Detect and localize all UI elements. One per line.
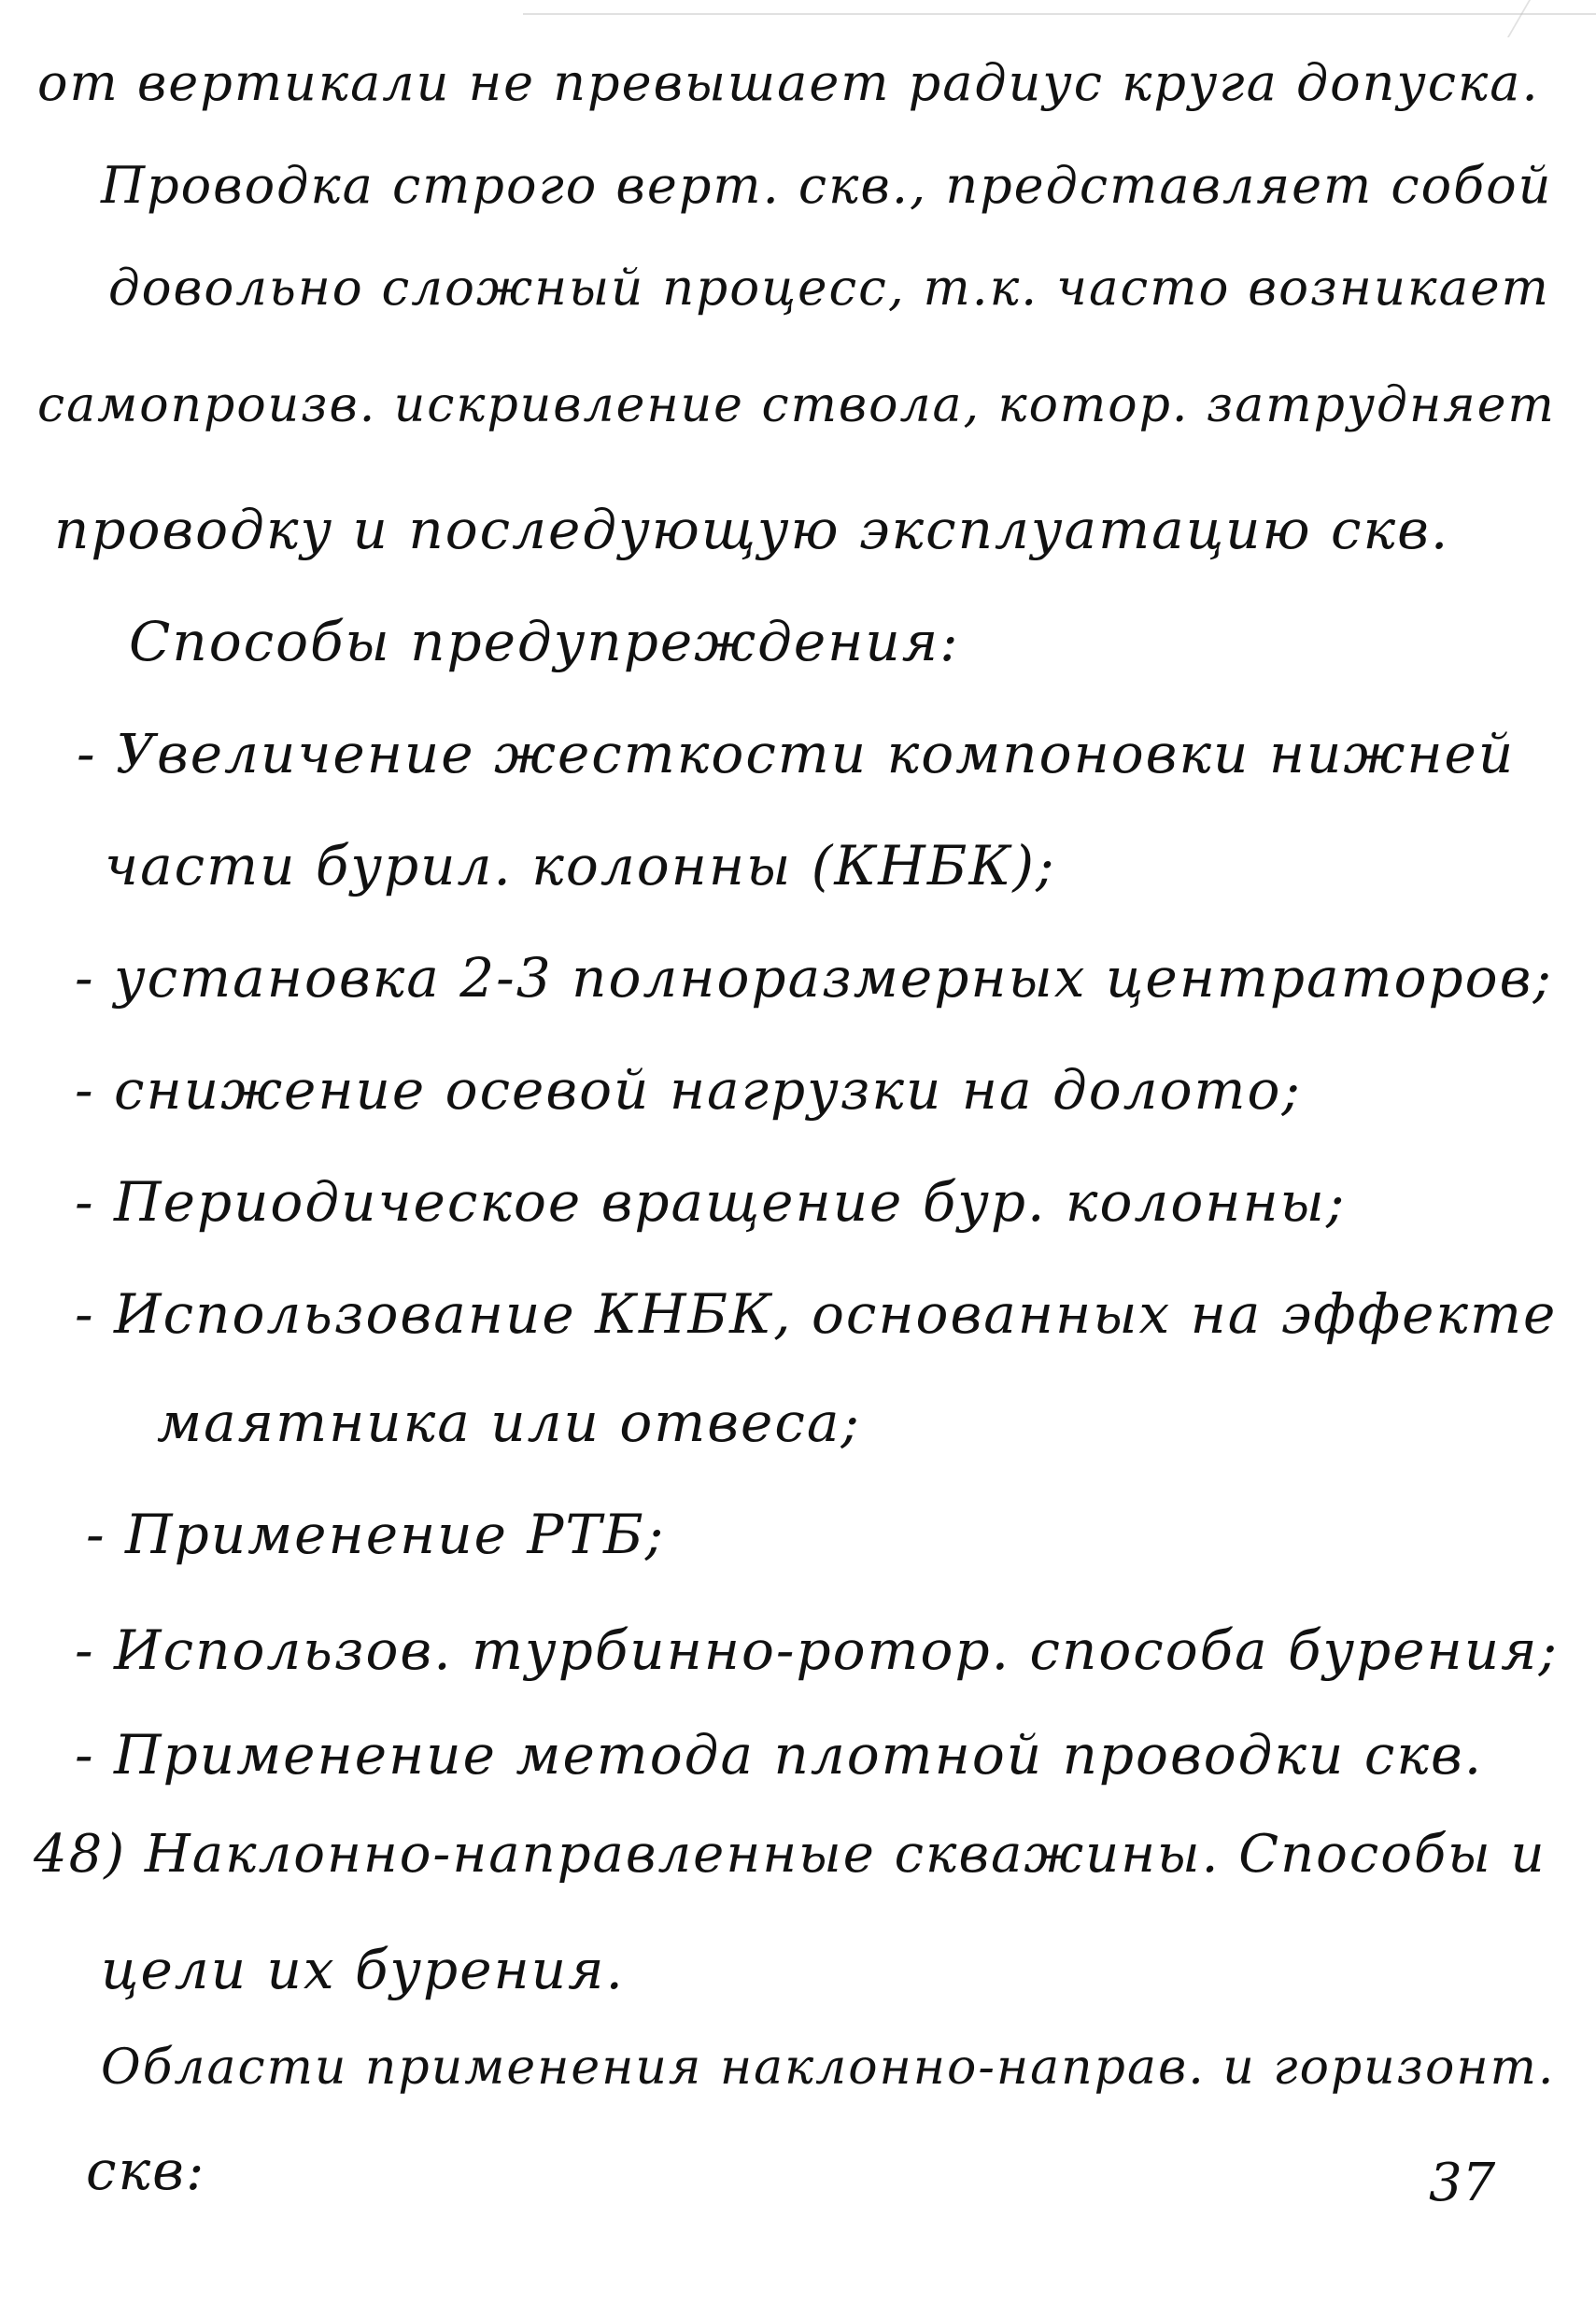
text-line-12: - Использование КНБК, основанных на эффекте (75, 1282, 1558, 1346)
text-line-15: - Использов. турбинно-ротор. способа бурения; (75, 1618, 1560, 1682)
text-line-20: скв: (86, 2139, 206, 2202)
text-line-7: - Увеличение жесткости компоновки нижней (77, 722, 1516, 785)
text-line-1: от вертикали не превышает радиус круга допуска. (37, 53, 1540, 112)
text-line-5: проводку и последующую эксплуатацию скв. (54, 498, 1450, 561)
text-line-16: - Применение метода плотной проводки скв. (75, 1723, 1484, 1787)
scan-edge (523, 0, 1596, 15)
page-number: 37 (1429, 2153, 1496, 2213)
text-line-3: довольно сложный процесс, т.к. часто возникает (108, 260, 1550, 317)
text-line-18: цели их бурения. (101, 1938, 625, 2001)
text-line-11: - Периодическое вращение бур. колонны; (75, 1170, 1347, 1234)
text-line-14: - Применение РТБ; (86, 1503, 666, 1566)
text-line-10: - снижение осевой нагрузки на долото; (75, 1058, 1302, 1122)
text-line-4: самопроизв. искривление ствола, котор. затрудняет (37, 377, 1556, 433)
text-line-6: Способы предупреждения: (129, 610, 960, 673)
text-line-8: части бурил. колонны (КНБК); (105, 834, 1056, 897)
text-line-2: Проводка строго верт. скв., представляет собой (101, 156, 1553, 215)
text-line-9: - установка 2-3 полноразмерных центраторов; (75, 946, 1553, 1010)
text-line-17: 48) Наклонно-направленные скважины. Способы и (34, 1824, 1547, 1885)
text-line-13: маятника или отвеса; (157, 1391, 861, 1454)
text-line-19: Области применения наклонно-направ. и горизонт. (101, 2040, 1556, 2096)
